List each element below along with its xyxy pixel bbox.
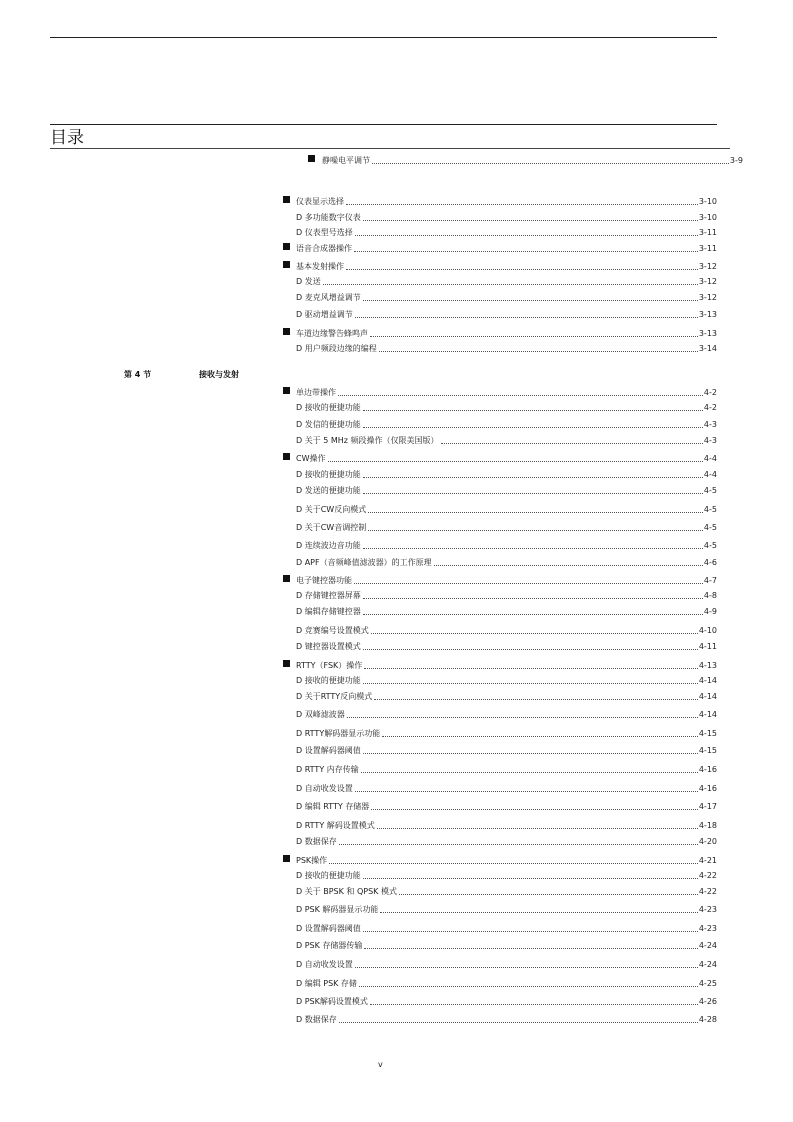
dot-leader [355,967,698,968]
toc-entry-page: 4-5 [703,541,717,550]
toc-entry-sub[interactable] [283,435,717,446]
square-bullet-icon [283,855,290,862]
dot-leader [363,753,698,754]
dot-leader [372,163,729,164]
toc-entry-label: D 编辑 PSK 存储 [296,979,357,988]
toc-entry-label: D PSK解码设置模式 [296,997,368,1006]
toc-entry-page: 4-24 [698,960,717,969]
toc-entry-page: 4-5 [703,523,717,532]
toc-entry-page: 4-28 [698,1015,717,1024]
toc-entry-page: 4-4 [703,454,717,463]
toc-entry-page: 3-12 [698,293,717,302]
dot-leader [363,931,698,932]
toc-entry-sub[interactable] [283,343,717,354]
toc-entry-main[interactable] [283,453,717,464]
dot-leader [328,461,703,462]
dot-leader [339,844,698,845]
dot-leader [363,683,698,684]
dot-leader [338,395,703,396]
bullet-marker [283,243,296,254]
dot-leader [355,317,698,318]
dot-leader [363,493,703,494]
dot-leader [382,736,698,737]
dot-leader [377,828,698,829]
dot-leader [363,300,698,301]
toc-entry-sub[interactable] [283,641,717,652]
toc-entry-label: D RTTY 解码设置模式 [296,821,375,830]
dot-leader [363,548,703,549]
toc-entry-page: 4-16 [698,765,717,774]
toc-entry-page: 3-12 [698,277,717,286]
toc-entry-label: D 编辑 RTTY 存储器 [296,802,370,811]
toc-entry-sub[interactable] [283,801,717,812]
bullet-marker [283,261,296,272]
toc-entry-label: D 发送的便捷功能 [296,486,361,495]
toc-entry-sub[interactable] [283,625,717,636]
toc-entry-page: 4-5 [703,486,717,495]
dot-leader [354,251,698,252]
dot-leader [347,717,698,718]
page-number: v [378,1060,383,1069]
toc-entry-main[interactable] [308,155,743,166]
dot-leader [371,633,698,634]
toc-entry-main[interactable] [283,243,717,254]
toc-entry-page: 3-14 [698,344,717,353]
toc-entry-sub[interactable] [283,764,717,775]
dot-leader [323,284,698,285]
toc-entry-sub[interactable] [283,292,717,303]
toc-entry-page: 4-17 [698,802,717,811]
toc-entry-label: D 关于RTTY反向模式 [296,692,373,701]
dot-leader [363,427,703,428]
toc-entry-page: 4-22 [698,871,717,880]
toc-entry-sub[interactable] [283,469,717,480]
dot-leader [329,863,698,864]
bullet-marker [308,155,322,166]
toc-entry-sub[interactable] [283,959,717,970]
toc-entry-label: D PSK 解码器显示功能 [296,905,379,914]
toc-entry-page: 4-3 [703,436,717,445]
bullet-marker [283,855,296,866]
dot-leader [363,220,698,221]
page-title: 目录 [50,128,84,148]
toc-entry-label: D PSK 存储器传输 [296,941,363,950]
toc-entry-sub[interactable] [283,691,717,702]
dot-leader [354,583,703,584]
dot-leader [364,668,698,669]
toc-entry-page: 3-13 [698,310,717,319]
toc-entry-label: 仪表显示选择 [296,197,344,206]
toc-entry-label: D 接收的便捷功能 [296,470,361,479]
toc-entry-label: RTTY（FSK）操作 [296,661,363,670]
toc-entry-label: D 双峰滤波器 [296,710,345,719]
toc-entry-label: D 发送 [296,277,321,286]
square-bullet-icon [283,243,290,250]
dot-leader [363,614,703,615]
toc-entry-label: 语音合成器操作 [296,244,352,253]
toc-entry-page: 4-3 [703,420,717,429]
toc-entry-label: D 键控器设置模式 [296,642,361,651]
toc-entry-main[interactable] [283,575,717,586]
toc-entry-label: D 自动收发设置 [296,784,353,793]
dot-leader [380,912,697,913]
toc-entry-page: 4-26 [698,997,717,1006]
toc-entry-page: 4-14 [698,692,717,701]
header-rule [50,37,717,38]
toc-entry-label: D 多功能数字仪表 [296,213,361,222]
toc-entry-label: D 接收的便捷功能 [296,676,361,685]
toc-entry-page: 3-10 [698,197,717,206]
toc-entry-sub[interactable] [283,557,717,568]
toc-entry-label: D 关于 5 MHz 频段操作（仅限美国版） [296,436,439,445]
toc-entry-page: 4-8 [703,591,717,600]
toc-entry-label: D 用户频段边缘的编程 [296,344,377,353]
toc-entry-label: CW操作 [296,454,326,463]
bullet-marker [283,660,296,671]
toc-entry-label: D 仪表型号选择 [296,228,353,237]
toc-entry-label: D 编辑存储键控器 [296,607,361,616]
dot-leader [363,477,703,478]
toc-entry-label: D 驱动增益调节 [296,310,353,319]
square-bullet-icon [283,196,290,203]
toc-entry-sub[interactable] [283,675,717,686]
toc-entry-page: 3-11 [698,244,717,253]
toc-entry-page: 4-2 [703,388,717,397]
toc-entry-label: D 关于CW音调控制 [296,523,367,532]
toc-entry-page: 4-15 [698,729,717,738]
toc-entry-label: D 发信的便捷功能 [296,420,361,429]
toc-entry-page: 4-13 [698,661,717,670]
dot-leader [370,1004,698,1005]
toc-entry-sub[interactable] [283,709,717,720]
toc-entry-sub[interactable] [283,504,717,515]
toc-entry-label: D 自动收发设置 [296,960,353,969]
dot-leader [399,894,698,895]
toc-entry-label: D 数据保存 [296,837,337,846]
toc-entry-page: 4-25 [698,979,717,988]
toc-entry-main[interactable] [283,196,717,207]
toc-entry-label: D 存储键控器屏幕 [296,591,361,600]
dot-leader [361,772,698,773]
square-bullet-icon [283,387,290,394]
toc-entry-main[interactable] [283,261,717,272]
bullet-marker [283,575,296,586]
toc-entry-label: D 关于CW反向模式 [296,505,367,514]
toc-entry-page: 4-23 [698,924,717,933]
toc-entry-label: 车道边缘警告蜂鸣声 [296,329,368,338]
square-bullet-icon [283,261,290,268]
dot-leader [339,1022,698,1023]
dot-leader [355,791,698,792]
toc-entry-sub[interactable] [283,227,717,238]
toc-entry-page: 4-11 [698,642,717,651]
toc-entry-page: 3-12 [698,262,717,271]
toc-entry-sub[interactable] [283,978,717,989]
bullet-marker [283,387,296,398]
toc-entry-label: D RTTY 内存传输 [296,765,359,774]
dot-leader [355,235,698,236]
bullet-marker [283,328,296,339]
toc-entry-sub[interactable] [283,728,717,739]
toc-entry-sub[interactable] [283,923,717,934]
dot-leader [363,410,703,411]
square-bullet-icon [283,660,290,667]
section-number: 第 4 节 [124,370,152,379]
dot-leader [368,512,703,513]
toc-entry-label: D 设置解码器阈值 [296,924,361,933]
dot-leader [346,204,698,205]
toc-entry-label: D 关于 BPSK 和 QPSK 模式 [296,887,397,896]
toc-entry-sub[interactable] [283,606,717,617]
dot-leader [363,878,698,879]
bullet-marker [283,196,296,207]
toc-entry-sub[interactable] [283,836,717,847]
dot-leader [363,649,698,650]
toc-entry-sub[interactable] [283,870,717,881]
toc-entry-page: 4-4 [703,470,717,479]
toc-entry-page: 3-11 [698,228,717,237]
dot-leader [370,336,698,337]
toc-entry-page: 4-6 [703,558,717,567]
toc-entry-label: D 接收的便捷功能 [296,871,361,880]
toc-entry-sub[interactable] [283,485,717,496]
square-bullet-icon [283,575,290,582]
dot-leader [368,530,703,531]
toc-entry-page: 4-5 [703,505,717,514]
title-rule-bottom [50,148,730,149]
dot-leader [371,809,698,810]
toc-entry-label: D 设置解码器阈值 [296,746,361,755]
toc-entry-main[interactable] [283,855,717,866]
dot-leader [364,948,697,949]
toc-entry-sub[interactable] [283,590,717,601]
toc-entry-page: 4-22 [698,887,717,896]
toc-entry-sub[interactable] [283,402,717,413]
toc-entry-main[interactable] [283,387,717,398]
toc-entry-label: 电子键控器功能 [296,576,352,585]
toc-entry-page: 4-24 [698,941,717,950]
dot-leader [379,351,698,352]
toc-entry-page: 4-21 [698,856,717,865]
dot-leader [359,986,698,987]
toc-entry-label: D APF（音频峰值滤波器）的工作原理 [296,558,432,567]
dot-leader [441,443,703,444]
toc-entry-page: 4-10 [698,626,717,635]
square-bullet-icon [283,328,290,335]
toc-entry-page: 3-9 [729,156,743,165]
toc-entry-page: 4-2 [703,403,717,412]
toc-entry-sub[interactable] [283,540,717,551]
toc-entry-label: 单边带操作 [296,388,336,397]
toc-entry-page: 4-14 [698,710,717,719]
toc-entry-label: D 数据保存 [296,1015,337,1024]
toc-entry-sub[interactable] [283,745,717,756]
toc-entry-label: PSK操作 [296,856,328,865]
toc-entry-sub[interactable] [283,940,717,951]
title-rule-top [50,124,717,125]
toc-entry-sub[interactable] [283,1014,717,1025]
toc-entry-page: 4-7 [703,576,717,585]
toc-entry-sub[interactable] [283,886,717,897]
toc-entry-sub[interactable] [283,522,717,533]
dot-leader [363,598,703,599]
toc-entry-page: 4-14 [698,676,717,685]
toc-entry-sub[interactable] [283,419,717,430]
toc-entry-label: 静噪电平调节 [322,156,370,165]
toc-entry-sub[interactable] [283,212,717,223]
square-bullet-icon [283,453,290,460]
toc-entry-page: 3-13 [698,329,717,338]
toc-entry-label: D RTTY解码器显示功能 [296,729,381,738]
toc-entry-page: 3-10 [698,213,717,222]
toc-entry-main[interactable] [283,328,717,339]
toc-entry-label: D 连续波边音功能 [296,541,361,550]
toc-entry-main[interactable] [283,660,717,671]
toc-entry-sub[interactable] [283,820,717,831]
dot-leader [374,699,698,700]
toc-entry-label: D 竞赛编号设置模式 [296,626,369,635]
toc-entry-page: 4-15 [698,746,717,755]
toc-entry-sub[interactable] [283,783,717,794]
square-bullet-icon [308,155,315,162]
toc-entry-page: 4-16 [698,784,717,793]
toc-entry-label: 基本发射操作 [296,262,344,271]
section-name: 接收与发射 [199,370,239,379]
toc-entry-page: 4-9 [703,607,717,616]
toc-entry-page: 4-18 [698,821,717,830]
toc-entry-sub[interactable] [283,276,717,287]
dot-leader [346,269,698,270]
toc-entry-sub[interactable] [283,996,717,1007]
toc-entry-label: D 接收的便捷功能 [296,403,361,412]
dot-leader [434,565,703,566]
toc-entry-page: 4-20 [698,837,717,846]
toc-entry-page: 4-23 [698,905,717,914]
bullet-marker [283,453,296,464]
toc-entry-label: D 麦克风增益调节 [296,293,361,302]
toc-entry-sub[interactable] [283,904,717,915]
toc-entry-sub[interactable] [283,309,717,320]
